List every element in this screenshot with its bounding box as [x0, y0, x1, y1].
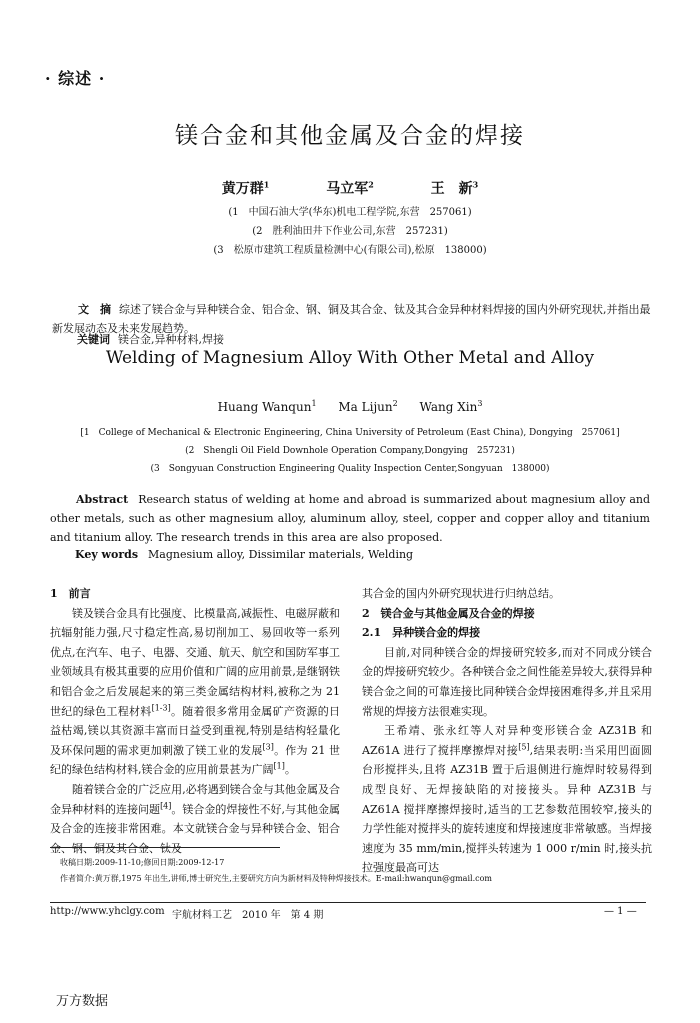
authors-cn [0, 178, 700, 198]
footer-page-number: — 1 — [604, 906, 637, 917]
author-en-3: Wang Xin$^3$ [419, 399, 483, 414]
section-1-heading: 1 前言 [50, 587, 91, 600]
author-en-2: Ma Lijun$^2$ [338, 399, 398, 414]
paragraph: 王希靖、张永红等人对异种变形镁合金 AZ31B 和 AZ61A 进行了搅拌摩擦焊对接[5],结果表明:当采用凹面圆台形搅拌头,且将 AZ31B 置于后退侧进行施焊时较易得到成型良好、无焊接缺陷的对接接头。异种 AZ31B 与 AZ61A 搅拌摩擦焊接时,适当的工艺参数范围较窄,接头的力学性能对搅拌头的旋转速度和焊接速度非常敏感。当焊接速度为 35 mm/min,搅拌头转速为 1 000 r/min 时,接头抗拉强度最高可达 [362, 724, 653, 875]
affiliation-cn-3: (3 松原市建筑工程质量检测中心(有限公司),松原 138000) [213, 245, 487, 256]
page-title-cn: 镁合金和其他金属及合金的焊接 [175, 123, 525, 149]
keywords-en-text: Magnesium alloy, Dissimilar materials, Welding [148, 548, 414, 561]
footnote-dates: 收稿日期:2009-11-10;修回日期:2009-12-17 [60, 858, 225, 867]
keywords-en [75, 548, 413, 561]
abstract-cn-label: 文 摘 [78, 303, 111, 316]
footnote-author-bio: 作者简介:黄万群,1975 年出生,讲师,博士研究生,主要研究方向为新材料及特种焊接技术。E-mail:hwanqun@gmail.com [60, 874, 492, 883]
keywords-cn [77, 331, 224, 347]
author-en-1: Huang Wanqun$^1$ [217, 399, 317, 414]
abstract-en-text: Research status of welding at home and abroad is summarized about magnesium alloy and other metals, such as other magnesium alloy, aluminum alloy, steel, copper and copper alloy and titanium and titanium alloy. The research trends in this area are also proposed. [50, 493, 650, 544]
affiliation-cn-2: (2 胜利油田井下作业公司,东营 257231) [252, 226, 448, 237]
paragraph: 目前,对同种镁合金的焊接研究较多,而对不同成分镁合金的焊接研究较少。各种镁合金之间性能差异较大,获得异种镁合金之间的可靠连接比同种镁合金焊接困难得多,并且采用常规的焊接方法很难实现。 [362, 645, 652, 718]
author-cn-2: 马立军$^2$ [326, 179, 374, 197]
page-title-en: Welding of Magnesium Alloy With Other Metal and Alloy [105, 348, 595, 368]
affiliation-cn-1: (1 中国石油大学(华东)机电工程学院,东营 257061) [228, 207, 472, 218]
authors-en [0, 400, 700, 414]
section-2-1-heading: 2.1 异种镁合金的焊接 [362, 626, 481, 640]
footer-journal: 宇航材料工艺 2010 年 第 4 期 [172, 910, 324, 921]
paragraph: 其合金的国内外研究现状进行归纳总结。 [362, 587, 560, 600]
body-right-column [362, 584, 652, 878]
abstract-en-label: Abstract [76, 493, 129, 506]
footnote-divider [50, 847, 280, 848]
footer-url: http://www.yhclgy.com [50, 906, 165, 917]
footer-divider [50, 902, 646, 903]
paragraph: 随着镁合金的广泛应用,必将遇到镁合金与其他金属及合金异种材料的连接问题[4]。镁合金的焊接性不好,与其他金属及合金的连接非常困难。本文就镁合金与异种镁合金、铝合金、钢、铜及其合金、钛及 [50, 782, 340, 855]
keywords-cn-label: 关键词 [77, 333, 110, 346]
keywords-en-label: Key words [75, 548, 139, 561]
abstract-cn-text: 综述了镁合金与异种镁合金、铝合金、钢、铜及其合金、钛及其合金异种材料焊接的国内外研究现状,并指出最新发展动态及未来发展趋势。 [52, 303, 651, 335]
section-2-heading: 2 镁合金与其他金属及合金的焊接 [362, 606, 535, 620]
author-cn-1: 黄万群$^1$ [221, 179, 270, 197]
body-left-column [50, 584, 340, 858]
watermark-text: 万方数据 [56, 994, 109, 1009]
affiliation-en-3: (3 Songyuan Construction Engineering Quality Inspection Center,Songyuan 138000) [150, 464, 550, 474]
paragraph: 镁及镁合金具有比强度、比模量高,减振性、电磁屏蔽和抗辐射能力强,尺寸稳定性高,易切削加工、易回收等一系列优点,在汽车、电子、电器、交通、航天、航空和国防军事工业领域具有极其重要的应用价值和广阔的应用前景,是继钢铁和铝合金之后发展起来的第三类金属结构材料,被称之为 21 世纪的绿色工程材料[1-3]。随着很多常用金属矿产资源的日益枯竭,镁以其资源丰富而日益受到重视,特别是结构轻量化及环保问题的需求更加刺激了镁工业的发展[3]。作为 21 世纪的绿色结构材料,镁合金的应用前景甚为广阔[1]。 [50, 606, 340, 777]
affiliation-en-1: [1 College of Mechanical & Electronic Engineering, China University of Petroleum (East China), Dongying 257061] [80, 428, 620, 438]
author-cn-3: 王 新$^3$ [430, 179, 479, 197]
section-tag: · 综述 · [45, 69, 106, 88]
keywords-cn-text: 镁合金,异种材料,焊接 [118, 333, 224, 346]
affiliation-en-2: (2 Shengli Oil Field Downhole Operation Company,Dongying 257231) [185, 446, 515, 456]
abstract-en [50, 490, 650, 547]
